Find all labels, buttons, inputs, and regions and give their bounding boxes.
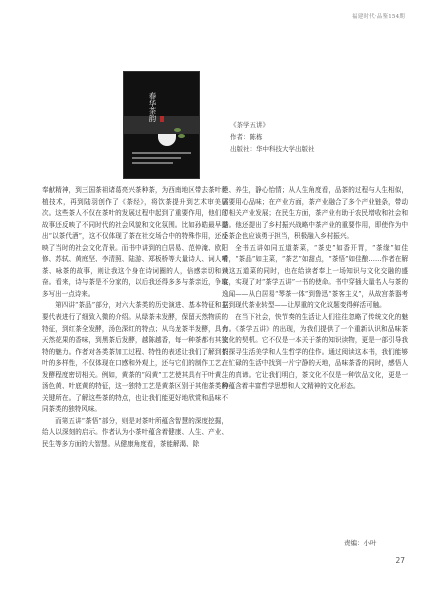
right-column bbox=[222, 185, 408, 393]
cover-caption-line bbox=[132, 157, 181, 159]
left-column bbox=[42, 185, 228, 451]
tea-leaf-illustration bbox=[174, 128, 181, 132]
paragraph: 在当下社会，快节奏的生活让人们往往忽略了传统文化的魅力。《茶学五讲》的出现，为我们提供了一个重新认识和品味茶文化的契机。它不仅是一本关于茶的知识读物，更是一部引导我们探寻生活美学和人生哲学的佳作。通过阅读这本书，我们能够在忙碌的生活中找到一片宁静的天地，品味茶香的同时，感悟人生的真谛。它让我们明白，茶文化不仅是一种饮品文化，更是一种蕴含着丰富哲学思想和人文精神的文化形态。 bbox=[222, 313, 408, 391]
book-title: 《茶学五讲》 bbox=[230, 121, 269, 129]
tea-cup-illustration bbox=[158, 134, 176, 146]
paragraph: 第四讲“茶品”部分，对六大茶类的历史演进、基本特征和主要代表进行了细致入微的介绍。从绿茶未发酵，保留天然物质的特征，到红茶全发酵，汤色深红的特点；从乌龙茶半发酵，具有天然花果的香味，到黑茶后发酵，越陈越香，每一种茶都有其独特的魅力。作者对各类茶加工过程、特性的表述让我们了解到茶叶的多样性，不仅体现在口感和外观上，还与它们的制作工艺、发酵程度密切相关。例如，黄茶的“闷黄”工艺使其具有干叶黄、汤色黄、叶底黄的特征，这一独特工艺是黄茶区别于其他茶类的关键所在。了解这些茶的特点，也让我们能更好地欣赏和品味不同茶类的独特风味。 bbox=[42, 301, 228, 414]
book-publisher: 出版社：华中科技大学出版社 bbox=[230, 145, 315, 153]
paragraph: 全书五讲如同五道茶菜，“茶史”如香开胃，“茶缘”如佳肴，“茶品”如主菜，“茶艺”如甜点，“茶悟”如佳酿……作者在解读这五道菜的同时，也在给读者奉上一场知识与文化交融的盛宴，实现了对“茶学五讲”一书的使命。书中穿插大量名人与茶的逸闻——从白居易“琴茶一体”到鲁迅“茶客主义”，从故宫茶器考据到现代茶业转型——让厚重的文化议题变得鲜活可触。 bbox=[222, 243, 408, 310]
cover-seal bbox=[160, 116, 164, 122]
cover-caption-line bbox=[132, 152, 191, 154]
book-cover-image bbox=[124, 72, 199, 178]
tea-leaf-illustration bbox=[178, 134, 185, 138]
editor-signature: 责编：小叶 bbox=[344, 539, 377, 547]
paragraph: 乏、养生，静心怡情；从人生角度看，品茶的过程与人生相似，需要用心品味；在产业方面，茶产业融合了多个产业链条，带动了相关产业发展；在民生方面，茶产业有助于农民增收和社会和谐。他还提出了乡村振兴战略中茶产业的重要作用，即使作为中小茶企也应该勇于担当，积极融入乡村振兴。 bbox=[222, 186, 408, 241]
cover-title: 春华茶韵 bbox=[148, 92, 157, 122]
running-header: 福建时代·品鉴154期 bbox=[352, 14, 405, 20]
paragraph: 奉献精神，到三国茶祖诸葛亮兴茶种茶，为西南地区带去茶叶种植技术，再到陆羽创作了《茶经》，将饮茶提升到艺术审美层次。这些茶人不仅在茶叶的发展过程中起到了重要作用，他们的故事还反映了不同时代的社会风貌和文化氛围。比如孙皓最早提出“以茶代酒”，这不仅体现了茶在社交场合中的特殊作用，还反映了当时的社会文化背景。而书中讲到的白居易、范仲淹、欧阳修、苏轼、黄庭坚、李清照、陆游、郑板桥等大量诗人、词人嗜茶、咏茶的故事，则让我这个身在诗词圈的人，倍感亲切和兴奋。看来，诗与茶是不分家的，以后我还得多多与茶亲近，争取多写出一点诗来。 bbox=[42, 186, 228, 298]
book-author: 作者：陈栋 bbox=[230, 133, 263, 141]
book-info bbox=[230, 119, 315, 155]
cover-caption-line bbox=[132, 162, 173, 164]
paragraph: 而第五讲“茶悟”部分，则是对茶叶所蕴含智慧的深度挖掘，给人以深刻的启示。作者认为小茶叶蕴含着健康、人生、产业、民生等多方面的大智慧。从健康角度看，茶能解渴、除 bbox=[42, 416, 228, 449]
page-number: 27 bbox=[395, 556, 405, 565]
